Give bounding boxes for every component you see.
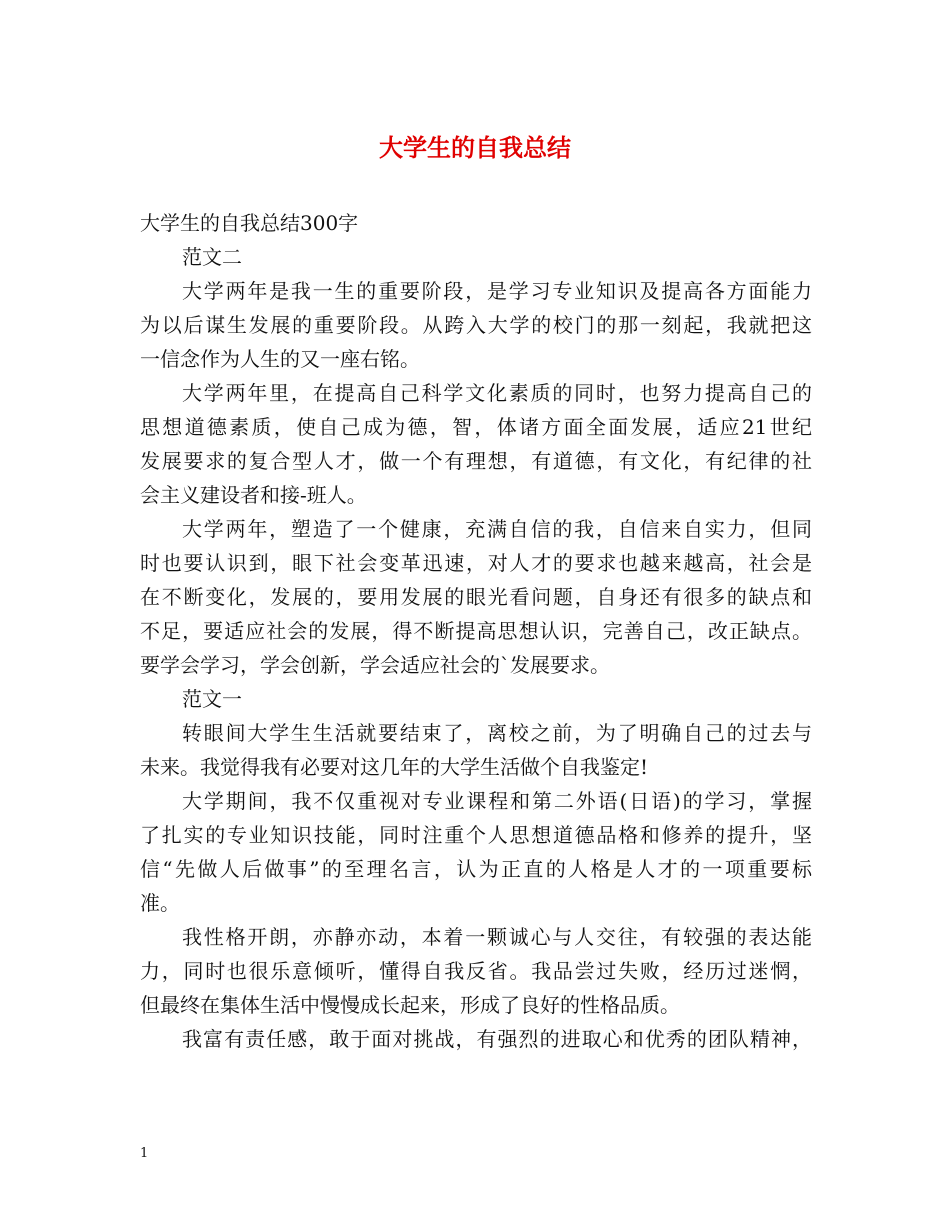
- paragraph-line: 大学两年是我一生的重要阶段，是学习专业知识及提高各方面能力: [182, 279, 812, 303]
- paragraph-line: 我富有责任感，敢于面对挑战，有强烈的进取心和优秀的团队精神，: [182, 1027, 812, 1051]
- paragraph-7: [140, 1022, 812, 1056]
- paragraph-line: 未来。我觉得我有必要对这几年的大学生活做个自我鉴定!: [140, 755, 649, 779]
- paragraph-line: 为以后谋生发展的重要阶段。从跨入大学的校门的那一刻起，我就把这: [140, 313, 812, 337]
- document-body: [140, 206, 812, 1056]
- subtitle-line: 大学生的自我总结300字: [140, 211, 359, 235]
- paragraph-line: 准。: [140, 891, 180, 915]
- page-number: 1: [140, 1146, 149, 1161]
- paragraph-line: 不足，要适应社会的发展，得不断提高思想认识，完善自己，改正缺点。: [140, 619, 812, 643]
- paragraph-line: 转眼间大学生生活就要结束了，离校之前，为了明确自己的过去与: [182, 721, 812, 745]
- paragraph-line: 大学期间，我不仅重视对专业课程和第二外语(日语)的学习，掌握: [182, 789, 812, 813]
- paragraph-6: [140, 920, 812, 1022]
- document-title: 大学生的自我总结: [379, 134, 571, 162]
- paragraph-4: [140, 716, 812, 784]
- section-heading-fanwen-er: 范文二: [182, 245, 242, 269]
- paragraph-line: 我性格开朗，亦静亦动，本着一颗诚心与人交往，有较强的表达能: [182, 925, 812, 949]
- paragraph-5: [140, 784, 812, 920]
- paragraph-line: 在不断变化，发展的，要用发展的眼光看问题，自身还有很多的缺点和: [140, 585, 812, 609]
- paragraph-line: 会主义建设者和接-班人。: [140, 483, 367, 507]
- paragraph-line: 发展要求的复合型人才，做一个有理想，有道德，有文化，有纪律的社: [140, 449, 812, 473]
- paragraph-line: 信“先做人后做事”的至理名言，认为正直的人格是人才的一项重要标: [140, 857, 812, 881]
- paragraph-line: 时也要认识到，眼下社会变革迅速，对人才的要求也越来越高，社会是: [140, 551, 812, 575]
- paragraph-line: 要学会学习，学会创新，学会适应社会的`发展要求。: [140, 653, 610, 677]
- section-heading-fanwen-yi: 范文一: [182, 687, 242, 711]
- paragraph-line: 力，同时也很乐意倾听，懂得自我反省。我品尝过失败，经历过迷惘，: [140, 959, 812, 983]
- paragraph-line: 大学两年，塑造了一个健康，充满自信的我，自信来自实力，但同: [182, 517, 812, 541]
- paragraph-2: [140, 376, 812, 512]
- paragraph-line: 但最终在集体生活中慢慢成长起来，形成了良好的性格品质。: [140, 993, 680, 1017]
- paragraph-3: [140, 512, 812, 682]
- paragraph-line: 一信念作为人生的又一座右铭。: [140, 347, 420, 371]
- paragraph-line: 大学两年里，在提高自己科学文化素质的同时，也努力提高自己的: [182, 381, 812, 405]
- paragraph-line: 思想道德素质，使自己成为德，智，体诸方面全面发展，适应21世纪: [140, 415, 812, 439]
- paragraph-1: [140, 274, 812, 376]
- paragraph-line: 了扎实的专业知识技能，同时注重个人思想道德品格和修养的提升，坚: [140, 823, 812, 847]
